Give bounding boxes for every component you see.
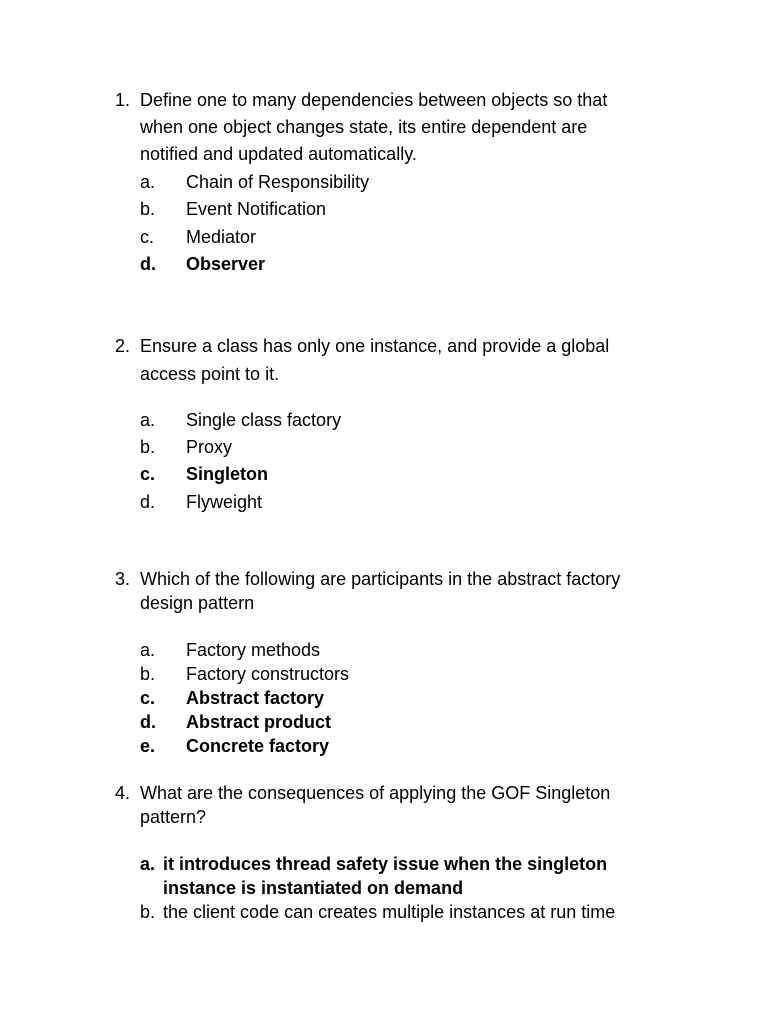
question-text-line: Which of the following are participants in the abstract factory: [140, 569, 621, 589]
option-letter: b.: [140, 437, 156, 457]
question-text-line: pattern?: [140, 807, 207, 827]
question-text-line: access point to it.: [140, 364, 280, 384]
question-text-line: Define one to many dependencies between objects so that: [140, 90, 608, 110]
option-text: Factory constructors: [186, 664, 350, 684]
option-text: Event Notification: [186, 199, 327, 219]
option-text-correct: Abstract product: [186, 712, 332, 732]
option-text-correct: Concrete factory: [186, 736, 330, 756]
option-text: Proxy: [186, 437, 233, 457]
question-number: 2.: [115, 336, 131, 356]
question-number: 1.: [115, 90, 131, 110]
option-text: Factory methods: [186, 640, 321, 660]
option-text: Flyweight: [186, 492, 263, 512]
option-letter: a.: [140, 640, 156, 660]
question-text-line: Ensure a class has only one instance, and provide a global: [140, 336, 610, 356]
option-letter-correct: e.: [140, 736, 156, 756]
option-letter: c.: [140, 227, 155, 247]
question-number: 3.: [115, 569, 131, 589]
question-text-line: notified and updated automatically.: [140, 144, 417, 164]
option-text: Chain of Responsibility: [186, 172, 370, 192]
option-letter: b.: [140, 902, 156, 922]
option-letter-correct: d.: [140, 712, 156, 732]
option-text-correct: it introduces thread safety issue when the singleton: [163, 854, 608, 874]
option-text-correct-continued: instance is instantiated on demand: [163, 878, 464, 898]
option-letter-correct: a.: [140, 854, 156, 874]
question-text-line: What are the consequences of applying the GOF Singleton: [140, 783, 611, 803]
option-text: Single class factory: [186, 410, 342, 430]
option-text-correct: Singleton: [186, 464, 268, 484]
option-letter: b.: [140, 664, 156, 684]
question-text-line: design pattern: [140, 593, 255, 613]
option-text: the client code can creates multiple instances at run time: [163, 902, 616, 922]
option-letter: a.: [140, 410, 156, 430]
option-text: Mediator: [186, 227, 257, 247]
option-letter-correct: c.: [140, 688, 156, 708]
option-letter: b.: [140, 199, 156, 219]
option-text-correct: Observer: [186, 254, 266, 274]
question-text-line: when one object changes state, its entire dependent are: [140, 117, 588, 137]
option-letter-correct: c.: [140, 464, 156, 484]
option-text-correct: Abstract factory: [186, 688, 325, 708]
option-letter-correct: d.: [140, 254, 156, 274]
question-number: 4.: [115, 783, 131, 803]
option-letter: d.: [140, 492, 156, 512]
option-letter: a.: [140, 172, 156, 192]
